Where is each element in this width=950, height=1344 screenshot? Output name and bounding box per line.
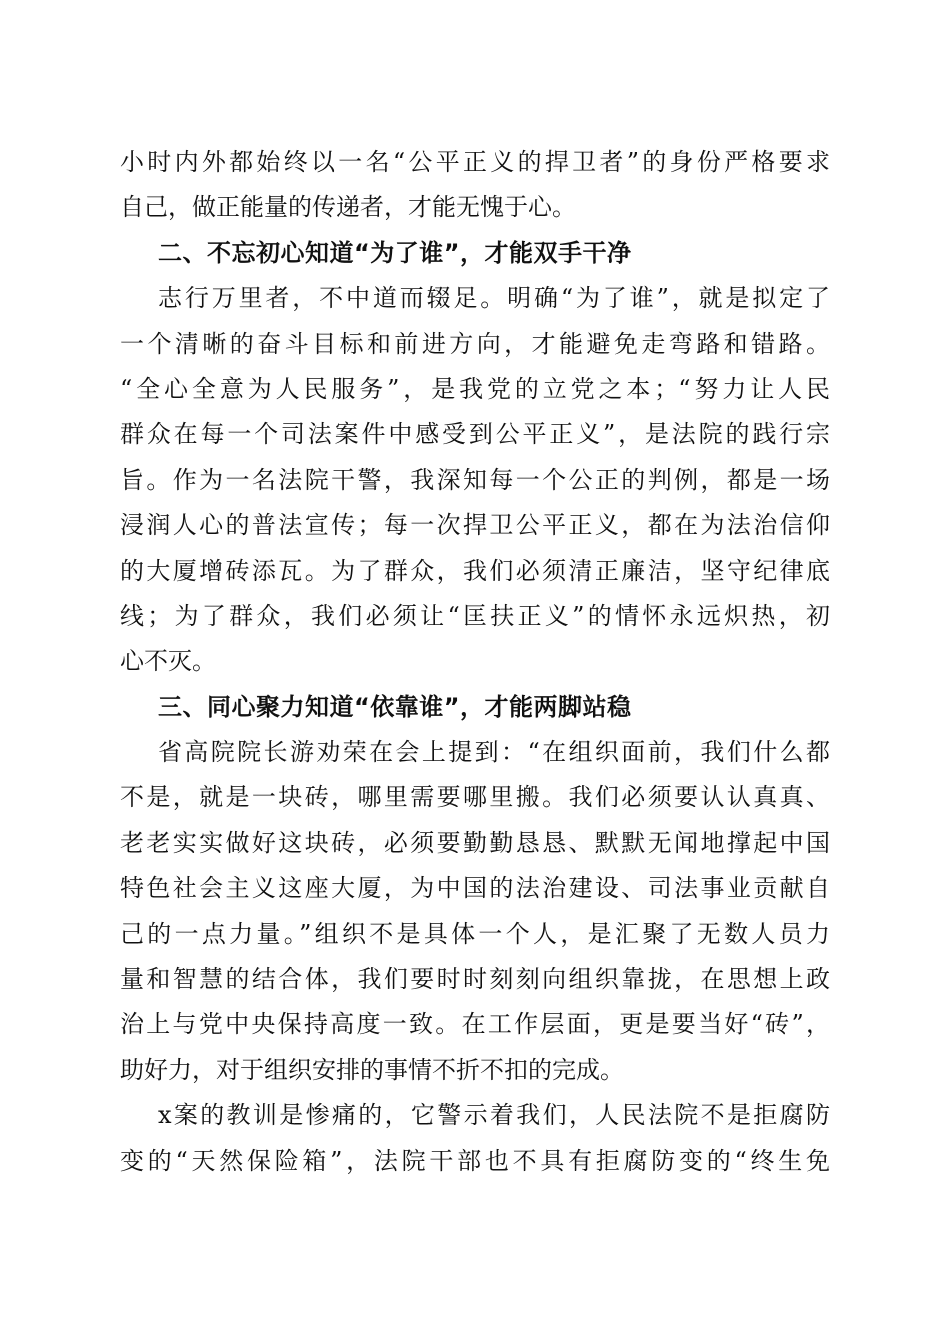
text-line: x案的教训是惨痛的，它警示着我们，人民法院不是拒腐防 — [158, 1101, 830, 1130]
text-line: 线；为了群众，我们必须让“匡扶正义”的情怀永远炽热，初 — [120, 601, 830, 630]
document-page — [120, 140, 830, 1184]
text-line: 特色社会主义这座大厦，为中国的法治建设、司法事业贡献自 — [120, 874, 830, 903]
text-line: 省高院院长游劝荣在会上提到：“在组织面前，我们什么都 — [158, 738, 830, 767]
text-line: 己的一点力量。”组织不是具体一个人，是汇聚了无数人员力 — [120, 919, 830, 948]
text-line: 量和智慧的结合体，我们要时时刻刻向组织靠拢，在思想上政 — [120, 965, 830, 994]
section-heading-3: 三、同心聚力知道“依靠谁”，才能两脚站稳 — [158, 692, 632, 721]
paragraph-2 — [120, 276, 830, 685]
paragraph-3 — [120, 730, 830, 1093]
text-line: 助好力，对于组织安排的事情不折不扣的完成。 — [120, 1055, 624, 1084]
text-line: 浸润人心的普法宣传；每一次捍卫公平正义，都在为法治信仰 — [120, 511, 830, 540]
text-line: 不是，就是一块砖，哪里需要哪里搬。我们必须要认认真真、 — [120, 783, 830, 812]
text-line: 老老实实做好这块砖，必须要勤勤恳恳、默默无闻地撑起中国 — [120, 828, 830, 857]
paragraph-1 — [120, 140, 830, 231]
text-line: 的大厦增砖添瓦。为了群众，我们必须清正廉洁，坚守纪律底 — [120, 556, 830, 585]
text-line: 旨。作为一名法院干警，我深知每一个公正的判例，都是一场 — [120, 465, 830, 494]
text-line: 心不灭。 — [120, 647, 216, 676]
paragraph-4 — [120, 1093, 830, 1184]
text-line: 小时内外都始终以一名“公平正义的捍卫者”的身份严格要求 — [120, 148, 830, 176]
section-heading-2: 二、不忘初心知道“为了谁”，才能双手干净 — [158, 238, 632, 267]
text-line: 群众在每一个司法案件中感受到公平正义”，是法院的践行宗 — [120, 420, 830, 449]
text-line: 自己，做正能量的传递者，才能无愧于心。 — [120, 193, 576, 222]
text-line: 治上与党中央保持高度一致。在工作层面，更是要当好“砖”， — [120, 1010, 830, 1039]
text-line: 一个清晰的奋斗目标和前进方向，才能避免走弯路和错路。 — [120, 329, 830, 358]
text-line: “全心全意为人民服务”，是我党的立党之本；“努力让人民 — [120, 374, 830, 403]
text-line: 志行万里者，不中道而辍足。明确“为了谁”，就是拟定了 — [158, 284, 830, 313]
text-line: 变的“天然保险箱”，法院干部也不具有拒腐防变的“终生免 — [120, 1146, 830, 1175]
